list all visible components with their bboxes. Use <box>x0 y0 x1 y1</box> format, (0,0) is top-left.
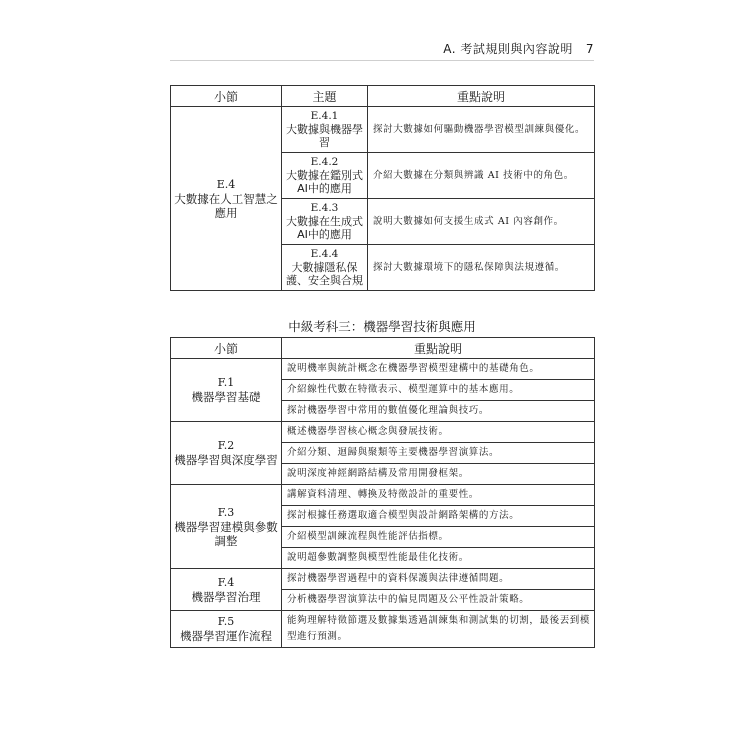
page-header <box>443 40 594 57</box>
section-cell <box>171 569 282 611</box>
table-row <box>171 422 595 443</box>
section-name: 大數據在人工智慧之應用 <box>174 191 278 220</box>
table-f <box>170 337 595 648</box>
table-row <box>171 359 595 380</box>
description-cell: 說明機率與統計概念在機器學習模型建構中的基礎角色。 <box>282 359 595 380</box>
table-row <box>171 611 595 648</box>
header-divider <box>170 60 594 61</box>
table-header-row <box>171 338 595 359</box>
description-cell: 探討大數據環境下的隱私保障與法規遵循。 <box>368 245 595 291</box>
col-header-description: 重點說明 <box>368 86 595 107</box>
description-cell: 探討機器學習中常用的數值優化理論與技巧。 <box>282 401 595 422</box>
section-name: 機器學習運作流程 <box>180 629 272 643</box>
section-code: F.3 <box>217 505 235 519</box>
description-cell: 概述機器學習核心概念與發展技術。 <box>282 422 595 443</box>
topic-cell <box>282 153 368 199</box>
table-e4 <box>170 85 595 291</box>
topic-cell <box>282 245 368 291</box>
section-code: F.1 <box>217 376 235 389</box>
section-cell <box>171 359 282 422</box>
description-cell: 說明深度神經網路結構及常用開發框架。 <box>282 464 595 485</box>
section-cell <box>171 611 282 648</box>
topic-code: E.4.2 <box>310 156 339 168</box>
section-name: 機器學習與深度學習 <box>174 453 278 467</box>
description-cell: 分析機器學習演算法中的偏見問題及公平性設計策略。 <box>282 590 595 611</box>
col-header-topic: 主題 <box>282 86 368 107</box>
description-cell: 探討根據任務選取適合模型與設計網路架構的方法。 <box>282 506 595 527</box>
table-caption: 中級考科三：機器學習技術與應用 <box>288 319 476 334</box>
description-cell: 說明大數據如何支援生成式 AI 內容創作。 <box>368 199 595 245</box>
section-code: F.2 <box>217 439 235 452</box>
topic-code: E.4.3 <box>310 202 339 214</box>
table-header-row <box>171 86 595 107</box>
header-title: A. 考試規則與內容說明 <box>443 42 573 56</box>
description-cell: 說明超參數調整與模型性能最佳化技術。 <box>282 548 595 569</box>
description-cell: 能夠理解特徵節選及數據集透過訓練集和測試集的切割，最後丟到模型進行預測。 <box>282 611 595 648</box>
page-number: 7 <box>585 42 594 56</box>
topic-name: 大數據在生成式AI中的應用 <box>286 215 363 241</box>
topic-code: E.4.4 <box>310 248 339 260</box>
section-code: E.4 <box>216 177 236 191</box>
table-row <box>171 569 595 590</box>
description-cell: 介紹分類、迴歸與聚類等主要機器學習演算法。 <box>282 443 595 464</box>
section-cell <box>171 422 282 485</box>
description-cell: 介紹線性代數在特徵表示、模型運算中的基本應用。 <box>282 380 595 401</box>
topic-cell <box>282 199 368 245</box>
topic-name: 大數據與機器學習 <box>286 123 363 149</box>
section-name: 機器學習建模與參數調整 <box>174 519 278 548</box>
description-cell: 探討機器學習過程中的資料保護與法律遵循問題。 <box>282 569 595 590</box>
description-cell: 探討大數據如何驅動機器學習模型訓練與優化。 <box>368 107 595 153</box>
description-cell: 介紹模型訓練流程與性能評估指標。 <box>282 527 595 548</box>
section-name: 機器學習基礎 <box>191 390 261 404</box>
table-row <box>171 107 595 153</box>
col-header-description: 重點說明 <box>282 338 595 359</box>
section-cell <box>171 485 282 569</box>
topic-name: 大數據在鑑別式AI中的應用 <box>286 169 363 195</box>
section-code: F.5 <box>217 615 235 628</box>
description-cell: 介紹大數據在分類與辨識 AI 技術中的角色。 <box>368 153 595 199</box>
section-cell <box>171 107 282 291</box>
section-name: 機器學習治理 <box>191 589 261 604</box>
table-row <box>171 485 595 506</box>
topic-cell <box>282 107 368 153</box>
col-header-section: 小節 <box>171 338 282 359</box>
col-header-section: 小節 <box>171 86 282 107</box>
topic-code: E.4.1 <box>310 110 339 122</box>
section-code: F.4 <box>217 575 235 589</box>
description-cell: 講解資料清理、轉換及特徵設計的重要性。 <box>282 485 595 506</box>
topic-name: 大數據隱私保護、安全與合規 <box>286 261 363 287</box>
